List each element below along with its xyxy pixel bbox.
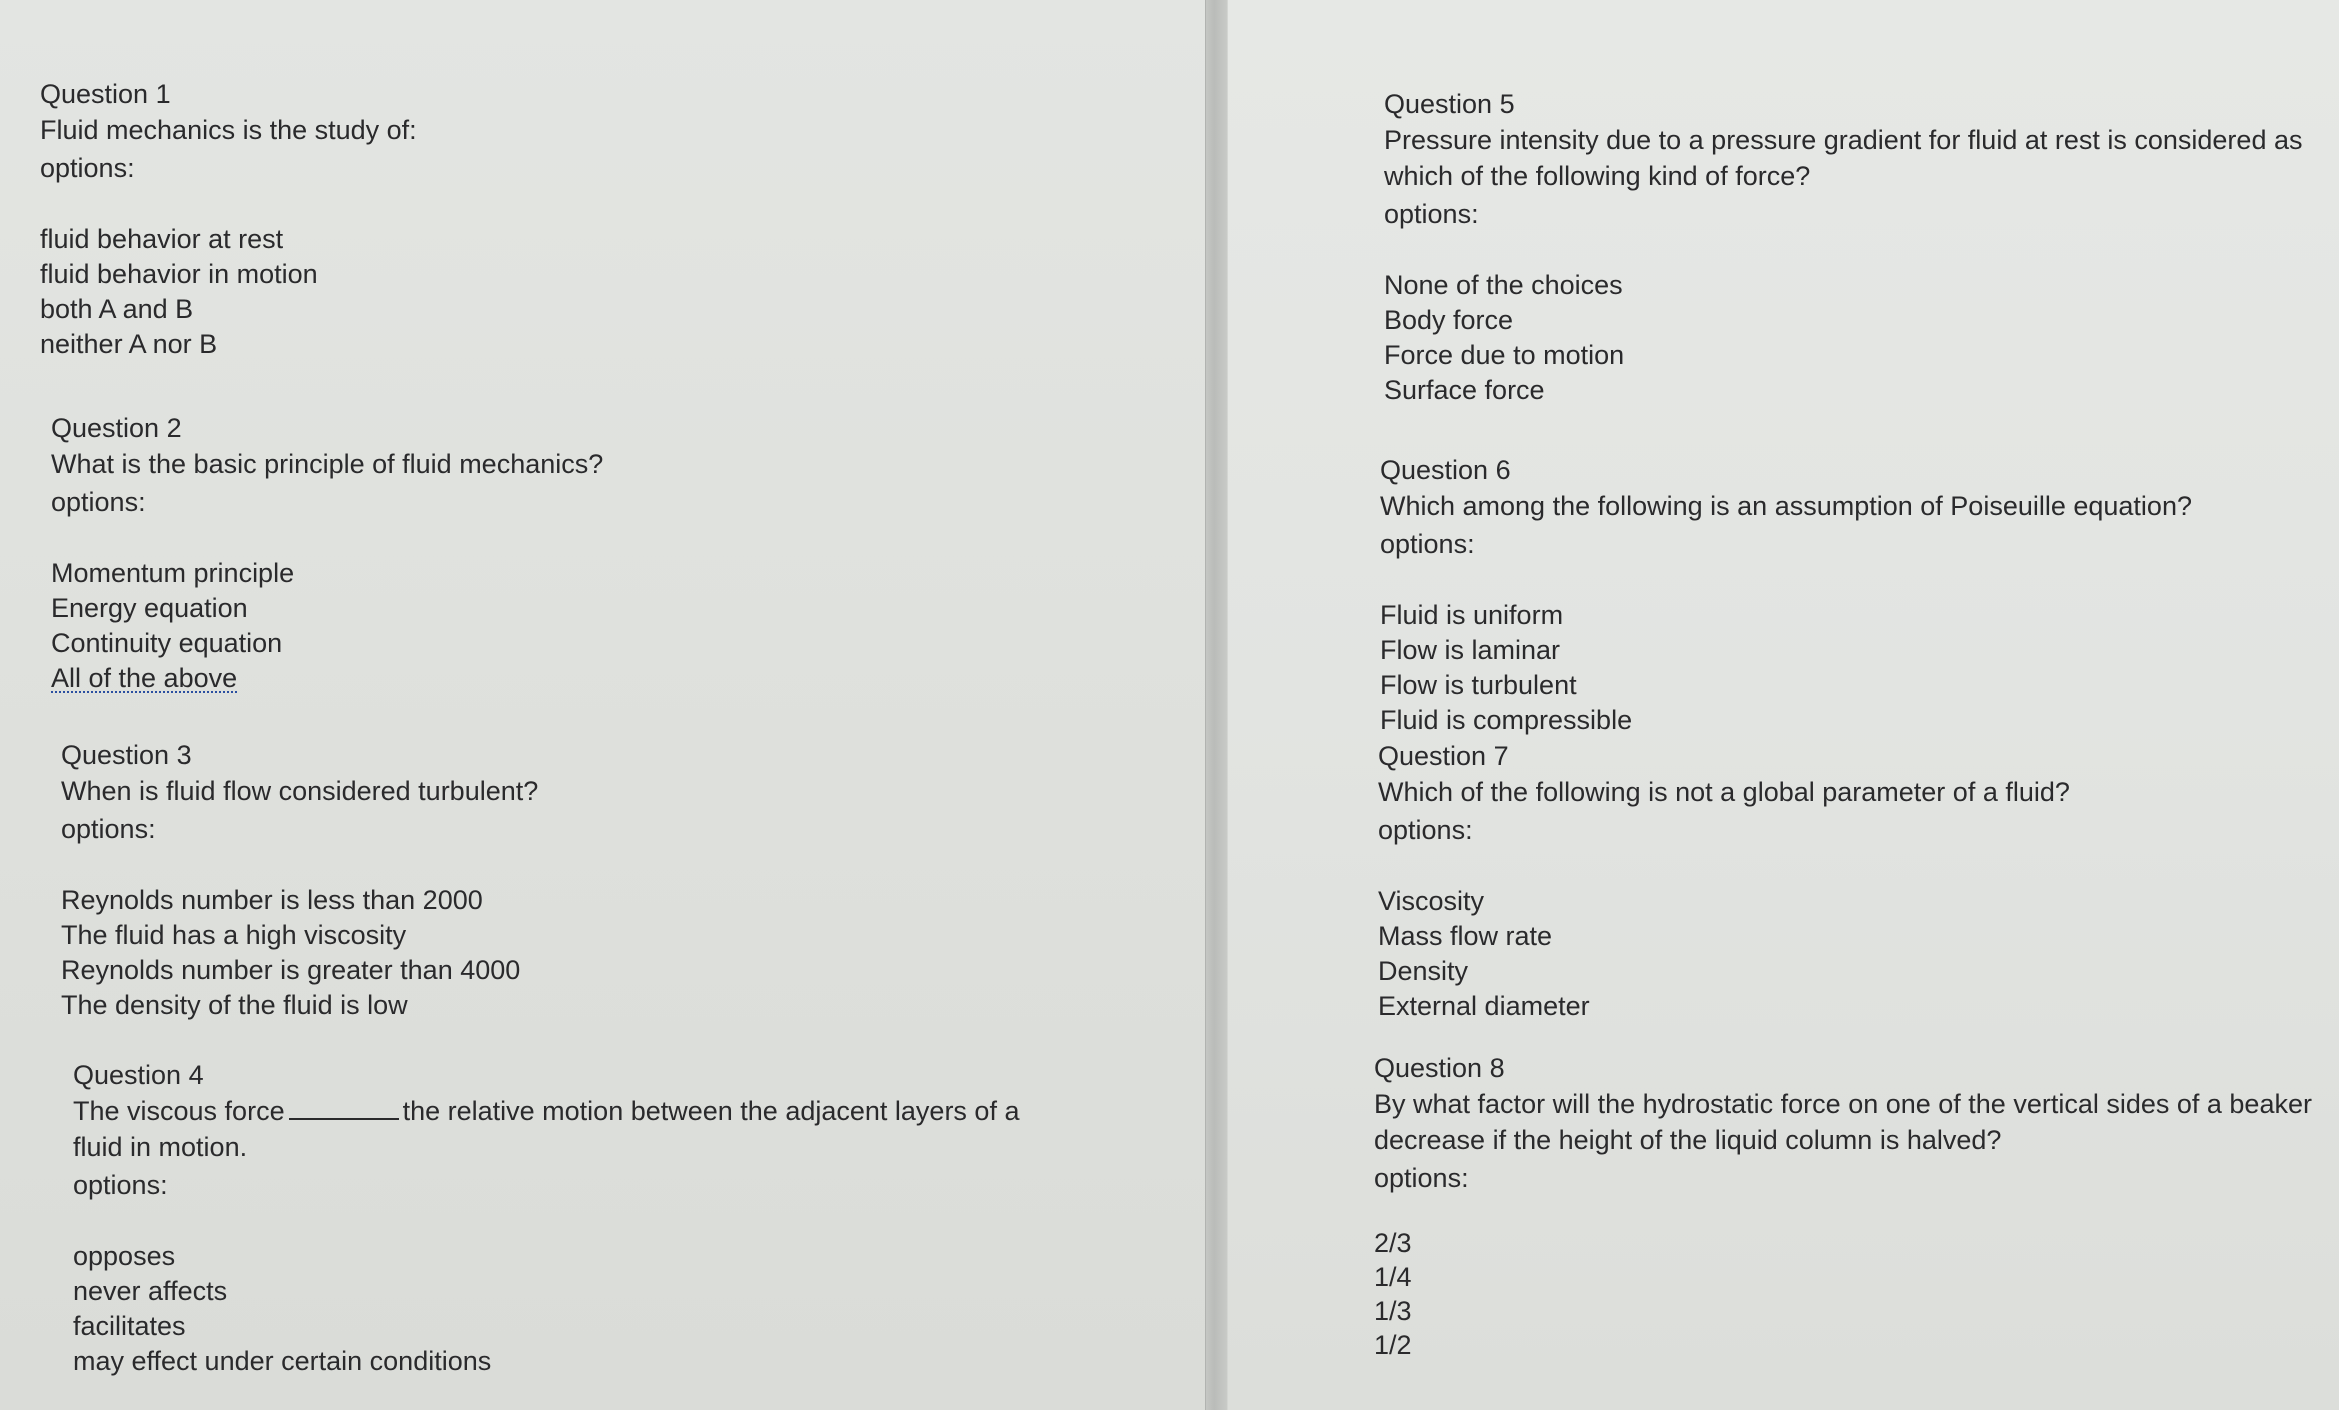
question-text: What is the basic principle of fluid mechanics? <box>51 449 604 479</box>
option-item: Flow is laminar <box>1380 635 1561 665</box>
options-list <box>1378 884 2328 1024</box>
option-item: None of the choices <box>1384 270 1623 300</box>
option-item: Surface force <box>1384 375 1545 405</box>
question-label: Question 5 <box>1384 89 1515 119</box>
option-item: Viscosity <box>1378 886 1485 916</box>
options-label: options: <box>1378 815 1473 845</box>
option-item: may effect under certain conditions <box>73 1346 492 1376</box>
question-2 <box>51 410 603 696</box>
option-item: facilitates <box>73 1311 186 1341</box>
option-item: All of the above <box>51 663 238 693</box>
options-label: options: <box>40 153 135 183</box>
question-text-line-2: fluid in motion. <box>73 1132 248 1162</box>
option-item: Flow is turbulent <box>1380 670 1577 700</box>
question-5 <box>1384 86 2334 408</box>
question-7 <box>1378 738 2328 1024</box>
option-item: Mass flow rate <box>1378 921 1553 951</box>
option-item: 1/4 <box>1374 1262 1412 1292</box>
question-text: Fluid mechanics is the study of: <box>40 115 417 145</box>
question-text: Which of the following is not a global parameter of a fluid? <box>1378 777 2070 807</box>
options-label: options: <box>1380 529 1475 559</box>
question-label: Question 1 <box>40 79 171 109</box>
option-item: The density of the fluid is low <box>61 990 408 1020</box>
question-1 <box>40 76 417 362</box>
option-item: Force due to motion <box>1384 340 1625 370</box>
question-text: Pressure intensity due to a pressure gradient for fluid at rest is considered as which of the following kind of force? <box>1384 125 2303 191</box>
question-label: Question 7 <box>1378 741 1509 771</box>
option-item: External diameter <box>1378 991 1590 1021</box>
question-text: Which among the following is an assumption of Poiseuille equation? <box>1380 491 2192 521</box>
option-item: Fluid is compressible <box>1380 705 1633 735</box>
option-item: both A and B <box>40 294 194 324</box>
question-text: By what factor will the hydrostatic force on one of the vertical sides of a beaker decrease if the height of the liquid column is halved? <box>1374 1089 2312 1155</box>
options-label: options: <box>1374 1163 1469 1193</box>
option-item: Reynolds number is less than 2000 <box>61 885 483 915</box>
question-label: Question 2 <box>51 413 182 443</box>
question-label: Question 3 <box>61 740 192 770</box>
options-list <box>1384 268 2334 408</box>
question-text: When is fluid flow considered turbulent? <box>61 776 539 806</box>
question-6 <box>1380 452 2330 738</box>
options-list <box>51 556 603 696</box>
option-item: fluid behavior at rest <box>40 224 284 254</box>
options-list <box>40 222 417 362</box>
options-label: options: <box>1384 199 1479 229</box>
page-divider <box>1205 0 1228 1410</box>
option-item: neither A nor B <box>40 329 218 359</box>
option-item: The fluid has a high viscosity <box>61 920 407 950</box>
option-item: Reynolds number is greater than 4000 <box>61 955 521 985</box>
option-item: opposes <box>73 1241 176 1271</box>
question-8 <box>1374 1050 2324 1362</box>
option-item: 2/3 <box>1374 1228 1412 1258</box>
fill-in-blank <box>289 1096 399 1120</box>
question-label: Question 4 <box>73 1060 204 1090</box>
question-4 <box>73 1057 1093 1379</box>
question-text-before-blank: The viscous force <box>73 1096 285 1126</box>
options-list <box>1380 598 2330 738</box>
right-page <box>1228 0 2339 1410</box>
question-text-after-blank: the relative motion between the adjacent layers of a <box>402 1096 1020 1126</box>
option-item: Continuity equation <box>51 628 283 658</box>
option-item: never affects <box>73 1276 228 1306</box>
option-item: fluid behavior in motion <box>40 259 318 289</box>
options-label: options: <box>51 487 146 517</box>
options-label: options: <box>73 1170 168 1200</box>
option-item: 1/3 <box>1374 1296 1412 1326</box>
option-item: Body force <box>1384 305 1514 335</box>
question-3 <box>61 737 538 1023</box>
question-label: Question 8 <box>1374 1053 1505 1083</box>
option-item: Density <box>1378 956 1469 986</box>
options-list <box>1374 1226 2324 1362</box>
options-list <box>61 883 538 1023</box>
question-text <box>73 1093 1093 1129</box>
options-label: options: <box>61 814 156 844</box>
options-list <box>73 1239 1093 1379</box>
option-item: Fluid is uniform <box>1380 600 1564 630</box>
question-label: Question 6 <box>1380 455 1511 485</box>
option-item: 1/2 <box>1374 1330 1412 1360</box>
option-item: Momentum principle <box>51 558 295 588</box>
option-item: Energy equation <box>51 593 248 623</box>
